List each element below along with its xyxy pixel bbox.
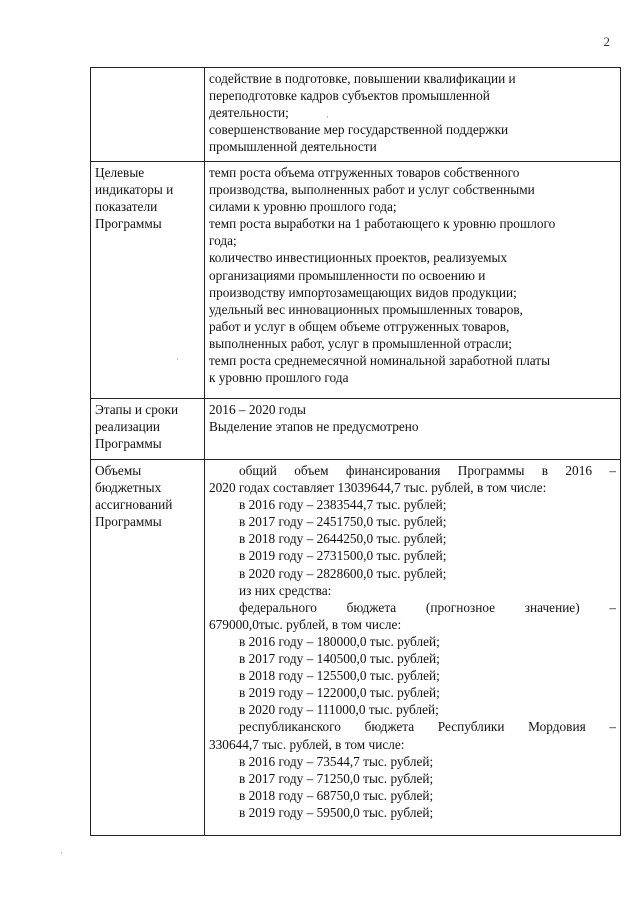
- row-content-line: содействие в подготовке, повышении квалификации и: [209, 71, 516, 86]
- row-label-line: Этапы и сроки: [95, 402, 179, 417]
- row-content-line: в 2016 году – 73544,7 тыс. рублей;: [239, 753, 434, 769]
- row-content-line: из них средства:: [239, 582, 332, 598]
- row-label-line: Программы: [95, 436, 162, 452]
- scan-speck: ·: [326, 112, 329, 122]
- row-label-cell: [91, 68, 205, 162]
- row-content-line: темп роста среднемесячной номинальной заработной платы: [209, 353, 551, 369]
- row-label-cell: [91, 162, 205, 399]
- row-content-line: в 2017 году – 71250,0 тыс. рублей;: [239, 770, 434, 786]
- row-label-line: Программы: [95, 216, 162, 232]
- row-label-line: ассигнований: [95, 497, 173, 513]
- row-label-line: Объемы: [95, 463, 142, 478]
- row-content-line: совершенствование мер государственной поддержки: [209, 122, 509, 138]
- row-content-line: в 2020 году – 2828600,0 тыс. рублей;: [239, 565, 447, 581]
- row-content-line: количество инвестиционных проектов, реализуемых: [209, 250, 508, 266]
- table-row: [91, 162, 621, 399]
- row-content-line: общий объем финансирования Программы в 2016 –: [239, 463, 616, 478]
- row-content-line: в 2020 году – 111000,0 тыс. рублей;: [239, 702, 439, 718]
- row-content-line: в 2017 году – 140500,0 тыс. рублей;: [239, 651, 440, 667]
- row-content-cell: [205, 68, 621, 162]
- row-content-line: силами к уровню прошлого года;: [209, 199, 397, 215]
- row-content-line: переподготовке кадров субъектов промышленной: [209, 88, 490, 104]
- row-content-cell: [205, 162, 621, 399]
- row-label-line: индикаторы и: [95, 182, 174, 198]
- row-content-line: в 2016 году – 180000,0 тыс. рублей;: [239, 633, 440, 649]
- row-content-cell: [205, 399, 621, 460]
- table-row: [91, 399, 621, 460]
- row-content-line: в 2018 году – 2644250,0 тыс. рублей;: [239, 531, 447, 547]
- row-label-line: реализации: [95, 419, 160, 435]
- program-passport-table: [90, 67, 621, 836]
- row-content-line: удельный вес инновационных промышленных товаров,: [209, 301, 523, 317]
- page-number: 2: [603, 34, 610, 49]
- row-content-line: в 2019 году – 59500,0 тыс. рублей;: [239, 804, 434, 820]
- row-content-line: темп роста выработки на 1 работающего к уровню прошлого: [209, 216, 556, 232]
- row-content-line: в 2019 году – 122000,0 тыс. рублей;: [239, 685, 440, 701]
- row-content-line: производству импортозамещающих видов продукции;: [209, 284, 517, 300]
- row-content-line: промышленной деятельности: [209, 139, 377, 155]
- table-row: [91, 460, 621, 836]
- table-row: [91, 68, 621, 162]
- row-label-cell: [91, 460, 205, 836]
- row-content-cell: [205, 460, 621, 836]
- row-label-line: Программы: [95, 514, 162, 530]
- row-content-line: 2020 годах составляет 13039644,7 тыс. рублей, в том числе:: [209, 480, 547, 496]
- row-content-line: в 2016 году – 2383544,7 тыс. рублей;: [239, 497, 447, 513]
- row-content-line: организациями промышленности по освоению и: [209, 267, 486, 283]
- row-label-line: Целевые: [95, 165, 145, 180]
- scan-speck: ·: [60, 848, 63, 858]
- row-content-line: года;: [209, 233, 237, 249]
- row-content-line: 2016 – 2020 годы: [209, 402, 306, 417]
- row-label-line: бюджетных: [95, 480, 162, 496]
- row-content-line: работ и услуг в общем объеме отгруженных товаров,: [209, 318, 510, 334]
- row-content-line: производства, выполненных работ и услуг собственными: [209, 182, 535, 198]
- row-content-line: выполненных работ, услуг в промышленной отрасли;: [209, 335, 513, 351]
- row-content-line: в 2018 году – 125500,0 тыс. рублей;: [239, 668, 440, 684]
- row-label-cell: [91, 399, 205, 460]
- row-content-line: федерального бюджета (прогнозное значение) –: [239, 599, 616, 615]
- row-content-line: республиканского бюджета Республики Мордовия –: [239, 719, 616, 735]
- row-content-line: деятельности;: [209, 105, 289, 121]
- row-label-line: показатели: [95, 199, 158, 215]
- row-content-line: темп роста объема отгруженных товаров собственного: [209, 165, 520, 180]
- row-content-line: в 2018 году – 68750,0 тыс. рублей;: [239, 787, 434, 803]
- row-content-line: к уровню прошлого года: [209, 370, 349, 386]
- row-content-line: 330644,7 тыс. рублей, в том числе:: [209, 736, 405, 752]
- row-content-line: в 2017 году – 2451750,0 тыс. рублей;: [239, 514, 447, 530]
- row-content-line: в 2019 году – 2731500,0 тыс. рублей;: [239, 548, 447, 564]
- row-content-line: 679000,0тыс. рублей, в том числе:: [209, 616, 402, 632]
- scan-speck: ·: [176, 354, 179, 364]
- row-content-line: Выделение этапов не предусмотрено: [209, 419, 419, 435]
